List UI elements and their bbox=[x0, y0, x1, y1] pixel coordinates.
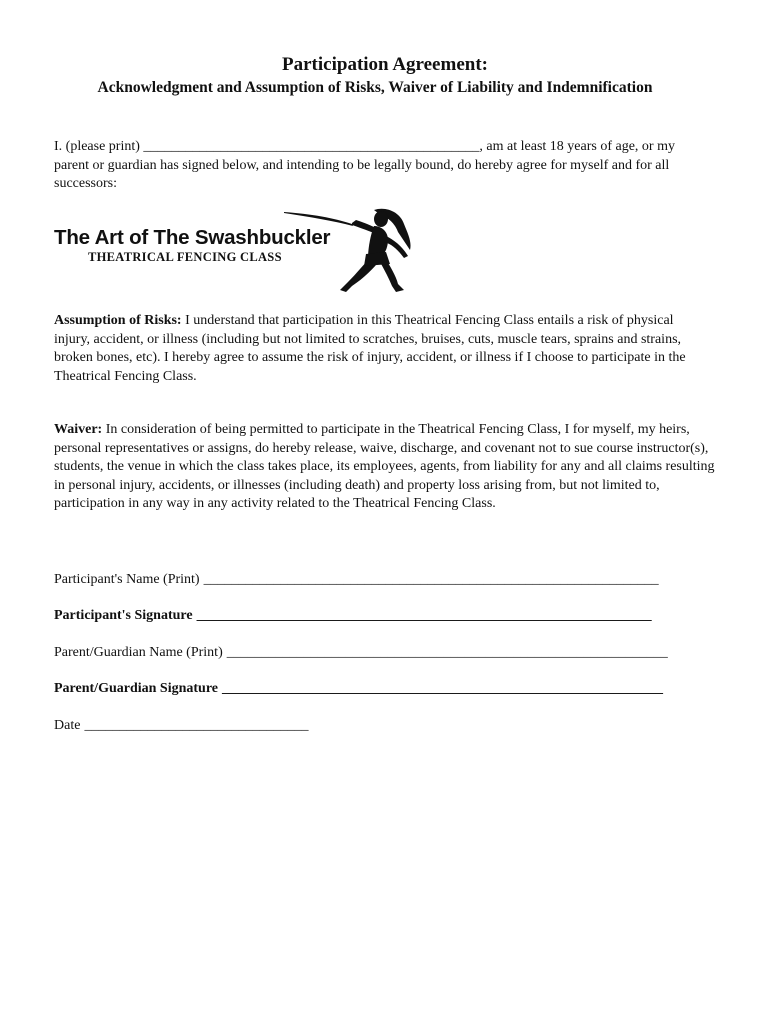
date-field[interactable] bbox=[54, 717, 308, 735]
guardian-name-line[interactable]: _______________________________________________________________ bbox=[226, 645, 668, 660]
participant-signature-field[interactable] bbox=[54, 607, 652, 625]
intro-prefix: I. (please print) bbox=[54, 139, 144, 154]
guardian-signature-field[interactable] bbox=[54, 680, 663, 698]
waiver-paragraph bbox=[54, 421, 724, 514]
logo-name: The Art of The Swashbuckler bbox=[54, 226, 331, 249]
document-subtitle: Acknowledgment and Assumption of Risks, Waiver of Liability and Indemnification bbox=[97, 79, 653, 96]
risks-heading: Assumption of Risks: bbox=[54, 313, 182, 328]
guardian-name-label: Parent/Guardian Name (Print) bbox=[54, 645, 223, 660]
risks-text: I understand that participation in this Theatrical Fencing Class entails a risk of physical injury, accident, or illness (including but not limited to scratches, bruises, cuts, muscle tears, sprains and strains, broken bones, etc). I hereby agree to assume the risk of injury, accident, or illness if I choose to participate in the Theatrical Fencing Class. bbox=[54, 313, 686, 384]
participant-signature-line[interactable]: _________________________________________________________________ bbox=[196, 608, 652, 623]
participant-name-line[interactable]: _________________________________________________________________ bbox=[203, 572, 659, 587]
logo-tagline: THEATRICAL FENCING CLASS bbox=[88, 250, 282, 264]
waiver-text: In consideration of being permitted to participate in the Theatrical Fencing Class, I for myself, my heirs, personal representatives or assigns, do hereby release, waive, discharge, and covenant not to sue course instructor(s), students, the venue in which the class takes place, its employees, agents, from liability for any and all claims resulting in personal injury, accidents, or illnesses (including death) and property loss arising from, but not limited to, participation in any way in any activity related to the Theatrical Fencing Class. bbox=[54, 422, 715, 511]
waiver-heading: Waiver: bbox=[54, 422, 103, 437]
participant-name-label: Participant's Name (Print) bbox=[54, 572, 200, 587]
participant-name-field[interactable] bbox=[54, 571, 659, 589]
intro-suffix: , am at least 18 years of age, or my parent or guardian has signed below, and intending to be legally bound, do hereby agree for myself and for all successors: bbox=[54, 139, 675, 191]
intro-paragraph bbox=[54, 138, 704, 194]
date-line[interactable]: ________________________________ bbox=[84, 718, 309, 733]
date-label: Date bbox=[54, 718, 81, 733]
class-logo bbox=[54, 206, 424, 296]
guardian-signature-label: Parent/Guardian Signature bbox=[54, 681, 219, 696]
assumption-of-risks-paragraph bbox=[54, 312, 704, 386]
guardian-signature-line[interactable]: _______________________________________________________________ bbox=[222, 681, 664, 696]
participant-signature-label: Participant's Signature bbox=[54, 608, 193, 623]
fencer-silhouette-icon bbox=[282, 206, 414, 294]
name-print-blank[interactable]: ________________________________________________ bbox=[143, 139, 480, 154]
guardian-name-field[interactable] bbox=[54, 644, 668, 662]
document-title: Participation Agreement: bbox=[282, 54, 488, 75]
